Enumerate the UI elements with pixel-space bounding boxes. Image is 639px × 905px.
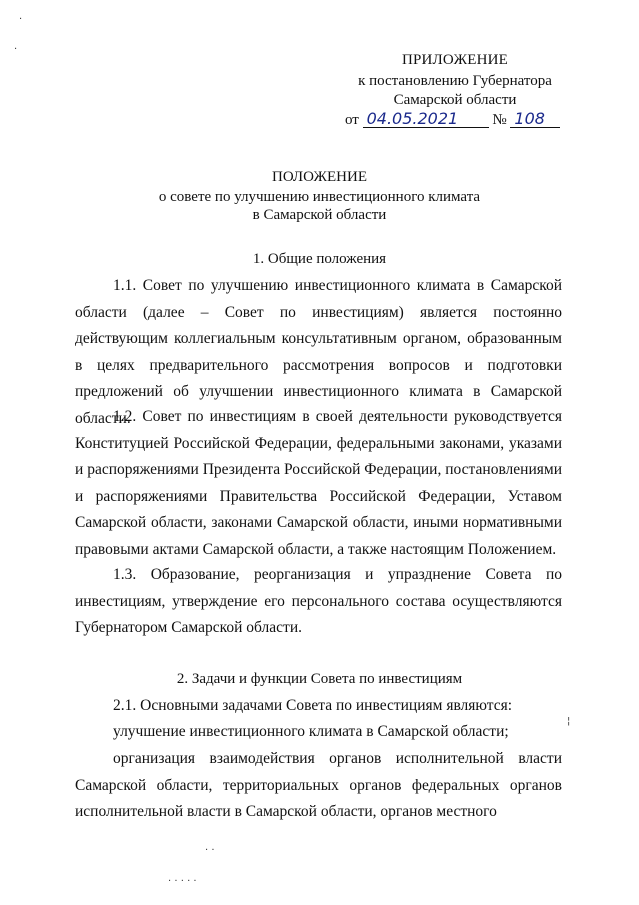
from-label: от: [345, 112, 359, 128]
paragraph-1-1-text: 1.1. Совет по улучшению инвестиционного климата в Самарской области (далее – Совет по инвестициям) является постоянно действующим коллегиальным консультативным органом, образованным в целях предварительного рассмотрения вопросов и подготовки предложений об улучшении инвестиционного климата в Самарской области.: [75, 277, 562, 427]
section-2-heading: 2. Задачи и функции Совета по инвестициям: [176, 671, 463, 687]
appendix-title: ПРИЛОЖЕНИЕ: [401, 52, 509, 68]
scan-speck: ·: [14, 44, 18, 55]
paragraph-2-1-item-2-text: организация взаимодействия органов исполнительной власти Самарской области, территориальных органов федеральных органов исполнительной власти в Самарской области, органов местного: [75, 750, 562, 821]
scan-speck: ·: [19, 14, 23, 25]
section-1-heading: 1. Общие положения: [252, 251, 387, 267]
paragraph-1-2: [75, 404, 562, 564]
document-title: ПОЛОЖЕНИЕ: [272, 169, 367, 185]
document-subtitle-line2: в Самарской области: [252, 207, 387, 223]
handwritten-date: 04.05.2021: [363, 111, 489, 128]
number-label: №: [492, 112, 507, 128]
scan-speck: ¦: [567, 716, 571, 727]
paragraph-1-3: [75, 562, 562, 642]
scan-speck: · · · · ·: [168, 876, 197, 887]
paragraph-2-1-item-1: [75, 719, 562, 746]
handwritten-number: 108: [510, 111, 560, 128]
appendix-line-decree: к постановлению Губернатора: [358, 73, 552, 89]
appendix-line-region: Самарской области: [393, 92, 517, 108]
decree-date-number: [345, 110, 560, 130]
paragraph-2-1-item-1-text: улучшение инвестиционного климата в Самарской области;: [113, 723, 509, 740]
paragraph-2-1: [75, 693, 562, 720]
paragraph-2-1-item-2: [75, 746, 562, 826]
paragraph-2-1-text: 2.1. Основными задачами Совета по инвестициям являются:: [113, 697, 513, 714]
paragraph-1-3-text: 1.3. Образование, реорганизация и упразднение Совета по инвестициям, утверждение его персонального состава осуществляются Губернатором Самарской области.: [75, 566, 562, 637]
paragraph-1-2-text: 1.2. Совет по инвестициям в своей деятельности руководствуется Конституцией Российской Федерации, федеральными законами, указами и распоряжениями Президента Российской Федерации, постановлениями и распоряжениями Правительства Российской Федерации, Уставом Самарской области, законами Самарской области, иными нормативными правовыми актами Самарской области, а также настоящим Положением.: [75, 408, 562, 558]
scan-speck: · ·: [205, 845, 215, 856]
document-subtitle-line1: о совете по улучшению инвестиционного климата: [158, 189, 481, 205]
